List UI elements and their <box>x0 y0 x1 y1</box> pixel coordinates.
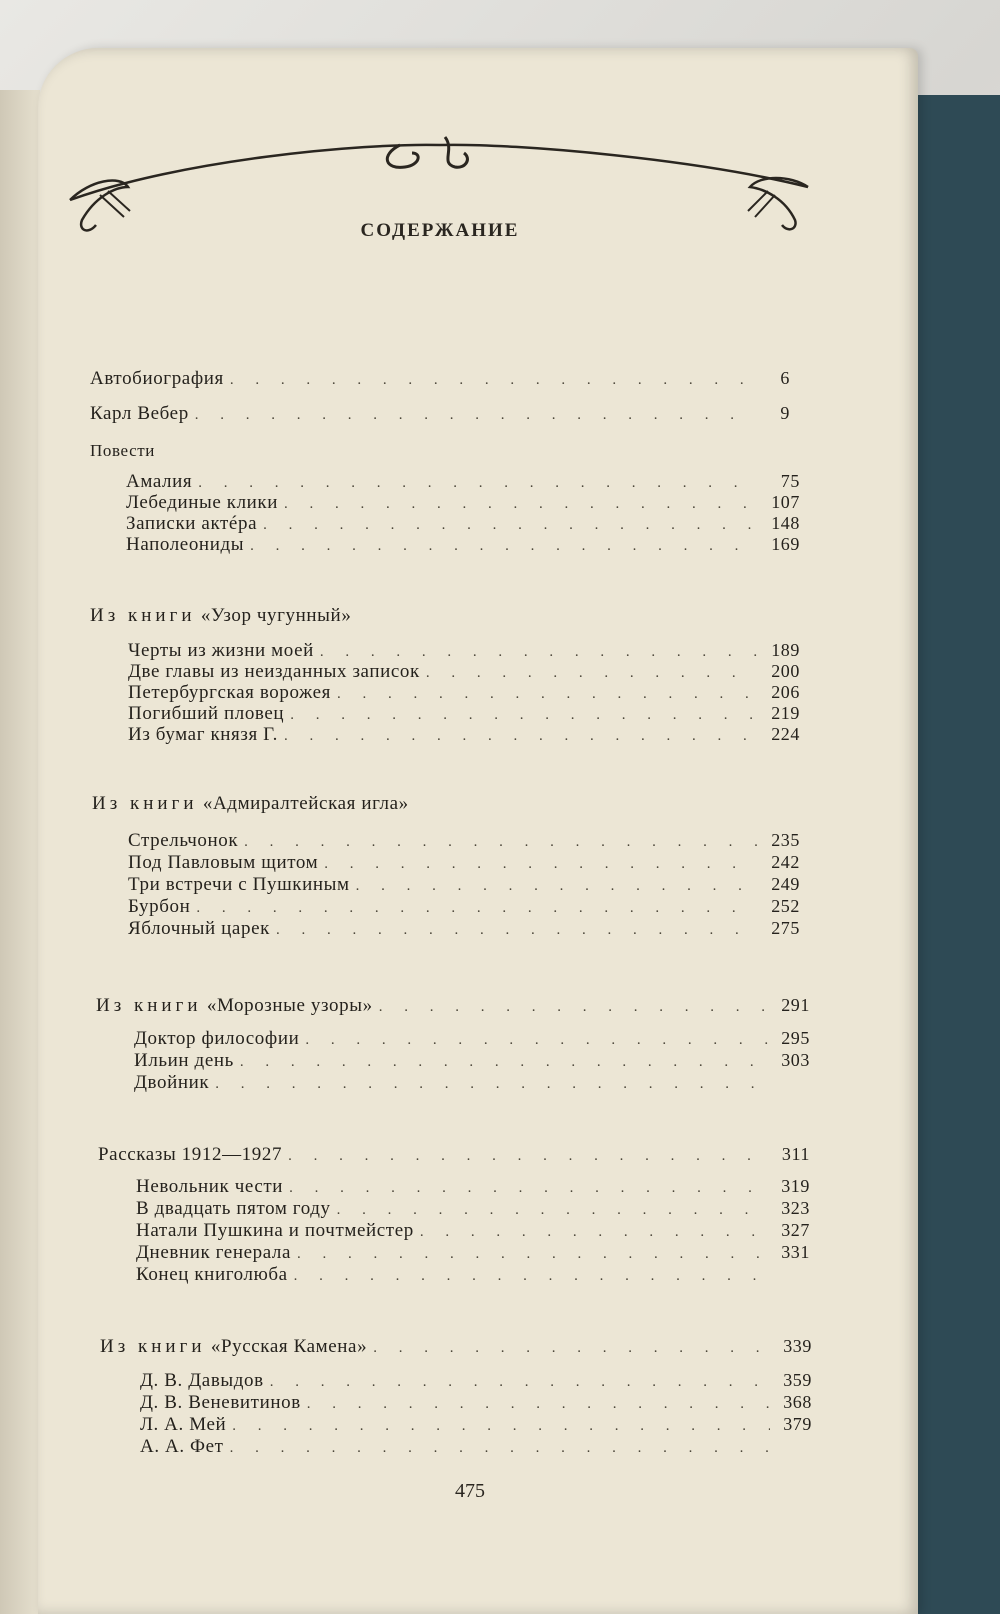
leader-dots <box>244 834 758 851</box>
toc-entry[interactable] <box>136 1220 810 1242</box>
toc-entry-page: 291 <box>781 995 810 1015</box>
toc-entry-title: Невольник чести <box>136 1176 284 1197</box>
leader-dots <box>379 999 768 1016</box>
toc-entry[interactable] <box>126 492 800 514</box>
toc-entry-page: 331 <box>781 1242 810 1262</box>
toc-entry-title: Две главы из неизданных записок <box>128 661 420 682</box>
toc-entry-page: 148 <box>771 513 800 533</box>
toc-entry-page: 339 <box>783 1336 812 1356</box>
toc-entry[interactable] <box>136 1242 810 1264</box>
page-title: СОДЕРЖАНИЕ <box>360 220 520 241</box>
toc-entry[interactable] <box>128 703 800 725</box>
section-heading-title: «Адмиралтейская игла» <box>202 793 409 814</box>
toc-entry-title: В двадцать пятом году <box>136 1198 331 1219</box>
toc-entry-title: Дневник генерала <box>136 1242 292 1263</box>
toc-entry[interactable] <box>140 1392 812 1414</box>
toc-entry[interactable] <box>90 403 790 425</box>
leader-dots <box>289 1180 768 1197</box>
toc-entry-page: 219 <box>771 703 800 723</box>
leader-dots <box>420 1224 768 1241</box>
toc-entry-title: А. А. Фет <box>140 1436 224 1457</box>
toc-entry[interactable] <box>128 896 800 918</box>
leader-dots <box>276 922 758 939</box>
toc-entry-page: 235 <box>771 830 800 850</box>
toc-entry-title: Бурбон <box>128 896 191 917</box>
section-heading-title: «Русская Камена» <box>210 1336 368 1357</box>
toc-entry-title: Д. В. Веневитинов <box>140 1392 301 1413</box>
leader-dots <box>215 1076 768 1093</box>
toc-entry[interactable] <box>136 1264 810 1286</box>
leader-dots <box>230 372 748 389</box>
toc-entry-page: 359 <box>783 1370 812 1390</box>
leader-dots <box>337 686 758 703</box>
toc-section-entry[interactable] <box>96 995 810 1017</box>
leader-dots <box>230 1440 770 1457</box>
toc-entry-title: Записки актéра <box>126 513 258 534</box>
page-number: 475 <box>455 1480 485 1502</box>
section-heading <box>100 1336 367 1358</box>
toc-entry[interactable] <box>136 1198 810 1220</box>
toc-entry-title: Л. А. Мей <box>140 1414 227 1435</box>
toc-entry[interactable] <box>140 1370 812 1392</box>
toc-entry-page: 252 <box>771 896 800 916</box>
leader-dots <box>294 1268 768 1285</box>
toc-entry[interactable] <box>90 368 790 390</box>
leader-dots <box>373 1340 770 1357</box>
toc-entry-page: 323 <box>781 1198 810 1218</box>
toc-entry[interactable] <box>134 1050 810 1072</box>
leader-dots <box>297 1246 768 1263</box>
section-heading <box>92 793 409 815</box>
leader-dots <box>305 1032 768 1049</box>
toc-entry-title: Ильин день <box>134 1050 234 1071</box>
toc-entry-page: 303 <box>781 1050 810 1070</box>
section-heading-title: «Морозные узоры» <box>206 995 373 1016</box>
toc-entry-page: 368 <box>783 1392 812 1412</box>
leader-dots <box>198 475 758 492</box>
section-heading-prefix: Из книги <box>92 793 198 814</box>
leader-dots <box>426 665 758 682</box>
section-heading: Рассказы 1912—1927 <box>98 1144 283 1165</box>
toc-entry-page: 295 <box>781 1028 810 1048</box>
leader-dots <box>284 496 758 513</box>
toc-entry-title: Петербургская ворожея <box>128 682 331 703</box>
leader-dots <box>250 538 758 555</box>
toc-entry[interactable] <box>128 874 800 896</box>
toc-entry-page: 6 <box>780 368 790 388</box>
toc-entry[interactable] <box>134 1028 810 1050</box>
toc-entry-page: 327 <box>781 1220 810 1240</box>
toc-entry-page: 189 <box>771 640 800 660</box>
section-heading <box>90 605 351 627</box>
toc-entry-title: Стрельчонок <box>128 830 239 851</box>
toc-entry-title: Двойник <box>134 1072 210 1093</box>
toc-section-entry[interactable] <box>98 1144 810 1166</box>
toc-entry-page: 200 <box>771 661 800 681</box>
leader-dots <box>284 728 758 745</box>
toc-entry-page: 224 <box>771 724 800 744</box>
toc-entry-title: Из бумаг князя Г. <box>128 724 278 745</box>
leader-dots <box>288 1148 768 1165</box>
section-heading-prefix: Из книги <box>96 995 202 1016</box>
toc-entry[interactable] <box>128 852 800 874</box>
toc-entry-page: 107 <box>771 492 800 512</box>
toc-entry[interactable] <box>140 1436 812 1458</box>
toc-entry-page: 379 <box>783 1414 812 1434</box>
toc-entry[interactable] <box>140 1414 812 1436</box>
section-heading-prefix: Из книги <box>90 605 196 626</box>
leader-dots <box>232 1418 770 1435</box>
toc-entry[interactable] <box>126 471 800 493</box>
leader-dots <box>270 1374 770 1391</box>
toc-entry-title: Натали Пушкина и почтмейстер <box>136 1220 414 1241</box>
toc-entry[interactable] <box>136 1176 810 1198</box>
section-heading: Повести <box>90 441 155 460</box>
leader-dots <box>196 900 758 917</box>
toc-entry-page: 75 <box>780 471 800 491</box>
leader-dots <box>307 1396 770 1413</box>
toc-entry-title: Черты из жизни моей <box>128 640 314 661</box>
toc-entry[interactable] <box>128 724 800 746</box>
toc-entry-title: Погибший пловец <box>128 703 285 724</box>
toc-entry-page: 275 <box>771 918 800 938</box>
toc-entry[interactable] <box>128 918 800 940</box>
section-heading-prefix: Из книги <box>100 1336 206 1357</box>
leader-dots <box>324 856 758 873</box>
section-heading-title: «Узор чугунный» <box>200 605 352 626</box>
toc-entry-title: Автобиография <box>90 368 224 389</box>
section-heading <box>96 995 373 1017</box>
toc-entry-page: 9 <box>780 403 790 423</box>
leader-dots <box>195 407 748 424</box>
toc-entry-page: 206 <box>771 682 800 702</box>
leader-dots <box>240 1054 768 1071</box>
toc-entry-title: Яблочный царек <box>128 918 270 939</box>
toc-entry[interactable] <box>128 682 800 704</box>
leader-dots <box>356 878 758 895</box>
toc-entry[interactable] <box>126 513 800 535</box>
toc-entry-page: 169 <box>771 534 800 554</box>
toc-entry[interactable] <box>128 640 800 662</box>
leader-dots <box>290 707 758 724</box>
toc-entry-title: Конец книголюба <box>136 1264 288 1285</box>
toc-entry-title: Амалия <box>126 471 193 492</box>
leader-dots <box>263 517 758 534</box>
toc-section-entry[interactable] <box>100 1336 812 1358</box>
toc-entry-title: Доктор философии <box>134 1028 300 1049</box>
toc-entry[interactable] <box>126 534 800 556</box>
leader-dots <box>337 1202 768 1219</box>
toc-entry-title: Д. В. Давыдов <box>140 1370 264 1391</box>
toc-entry-title: Карл Вебер <box>90 403 189 424</box>
toc-entry-page: 249 <box>771 874 800 894</box>
toc-entry[interactable] <box>128 661 800 683</box>
toc-entry-title: Три встречи с Пушкиным <box>128 874 350 895</box>
toc-entry-title: Лебединые клики <box>126 492 279 513</box>
toc-entry-title: Под Павловым щитом <box>128 852 319 873</box>
toc-entry-page: 319 <box>781 1176 810 1196</box>
toc-entry[interactable] <box>128 830 800 852</box>
toc-entry-page: 311 <box>781 1144 810 1164</box>
toc-entry-page: 242 <box>771 852 800 872</box>
toc-entry[interactable] <box>134 1072 810 1094</box>
leader-dots <box>320 644 758 661</box>
toc-entry-title: Наполеониды <box>126 534 245 555</box>
